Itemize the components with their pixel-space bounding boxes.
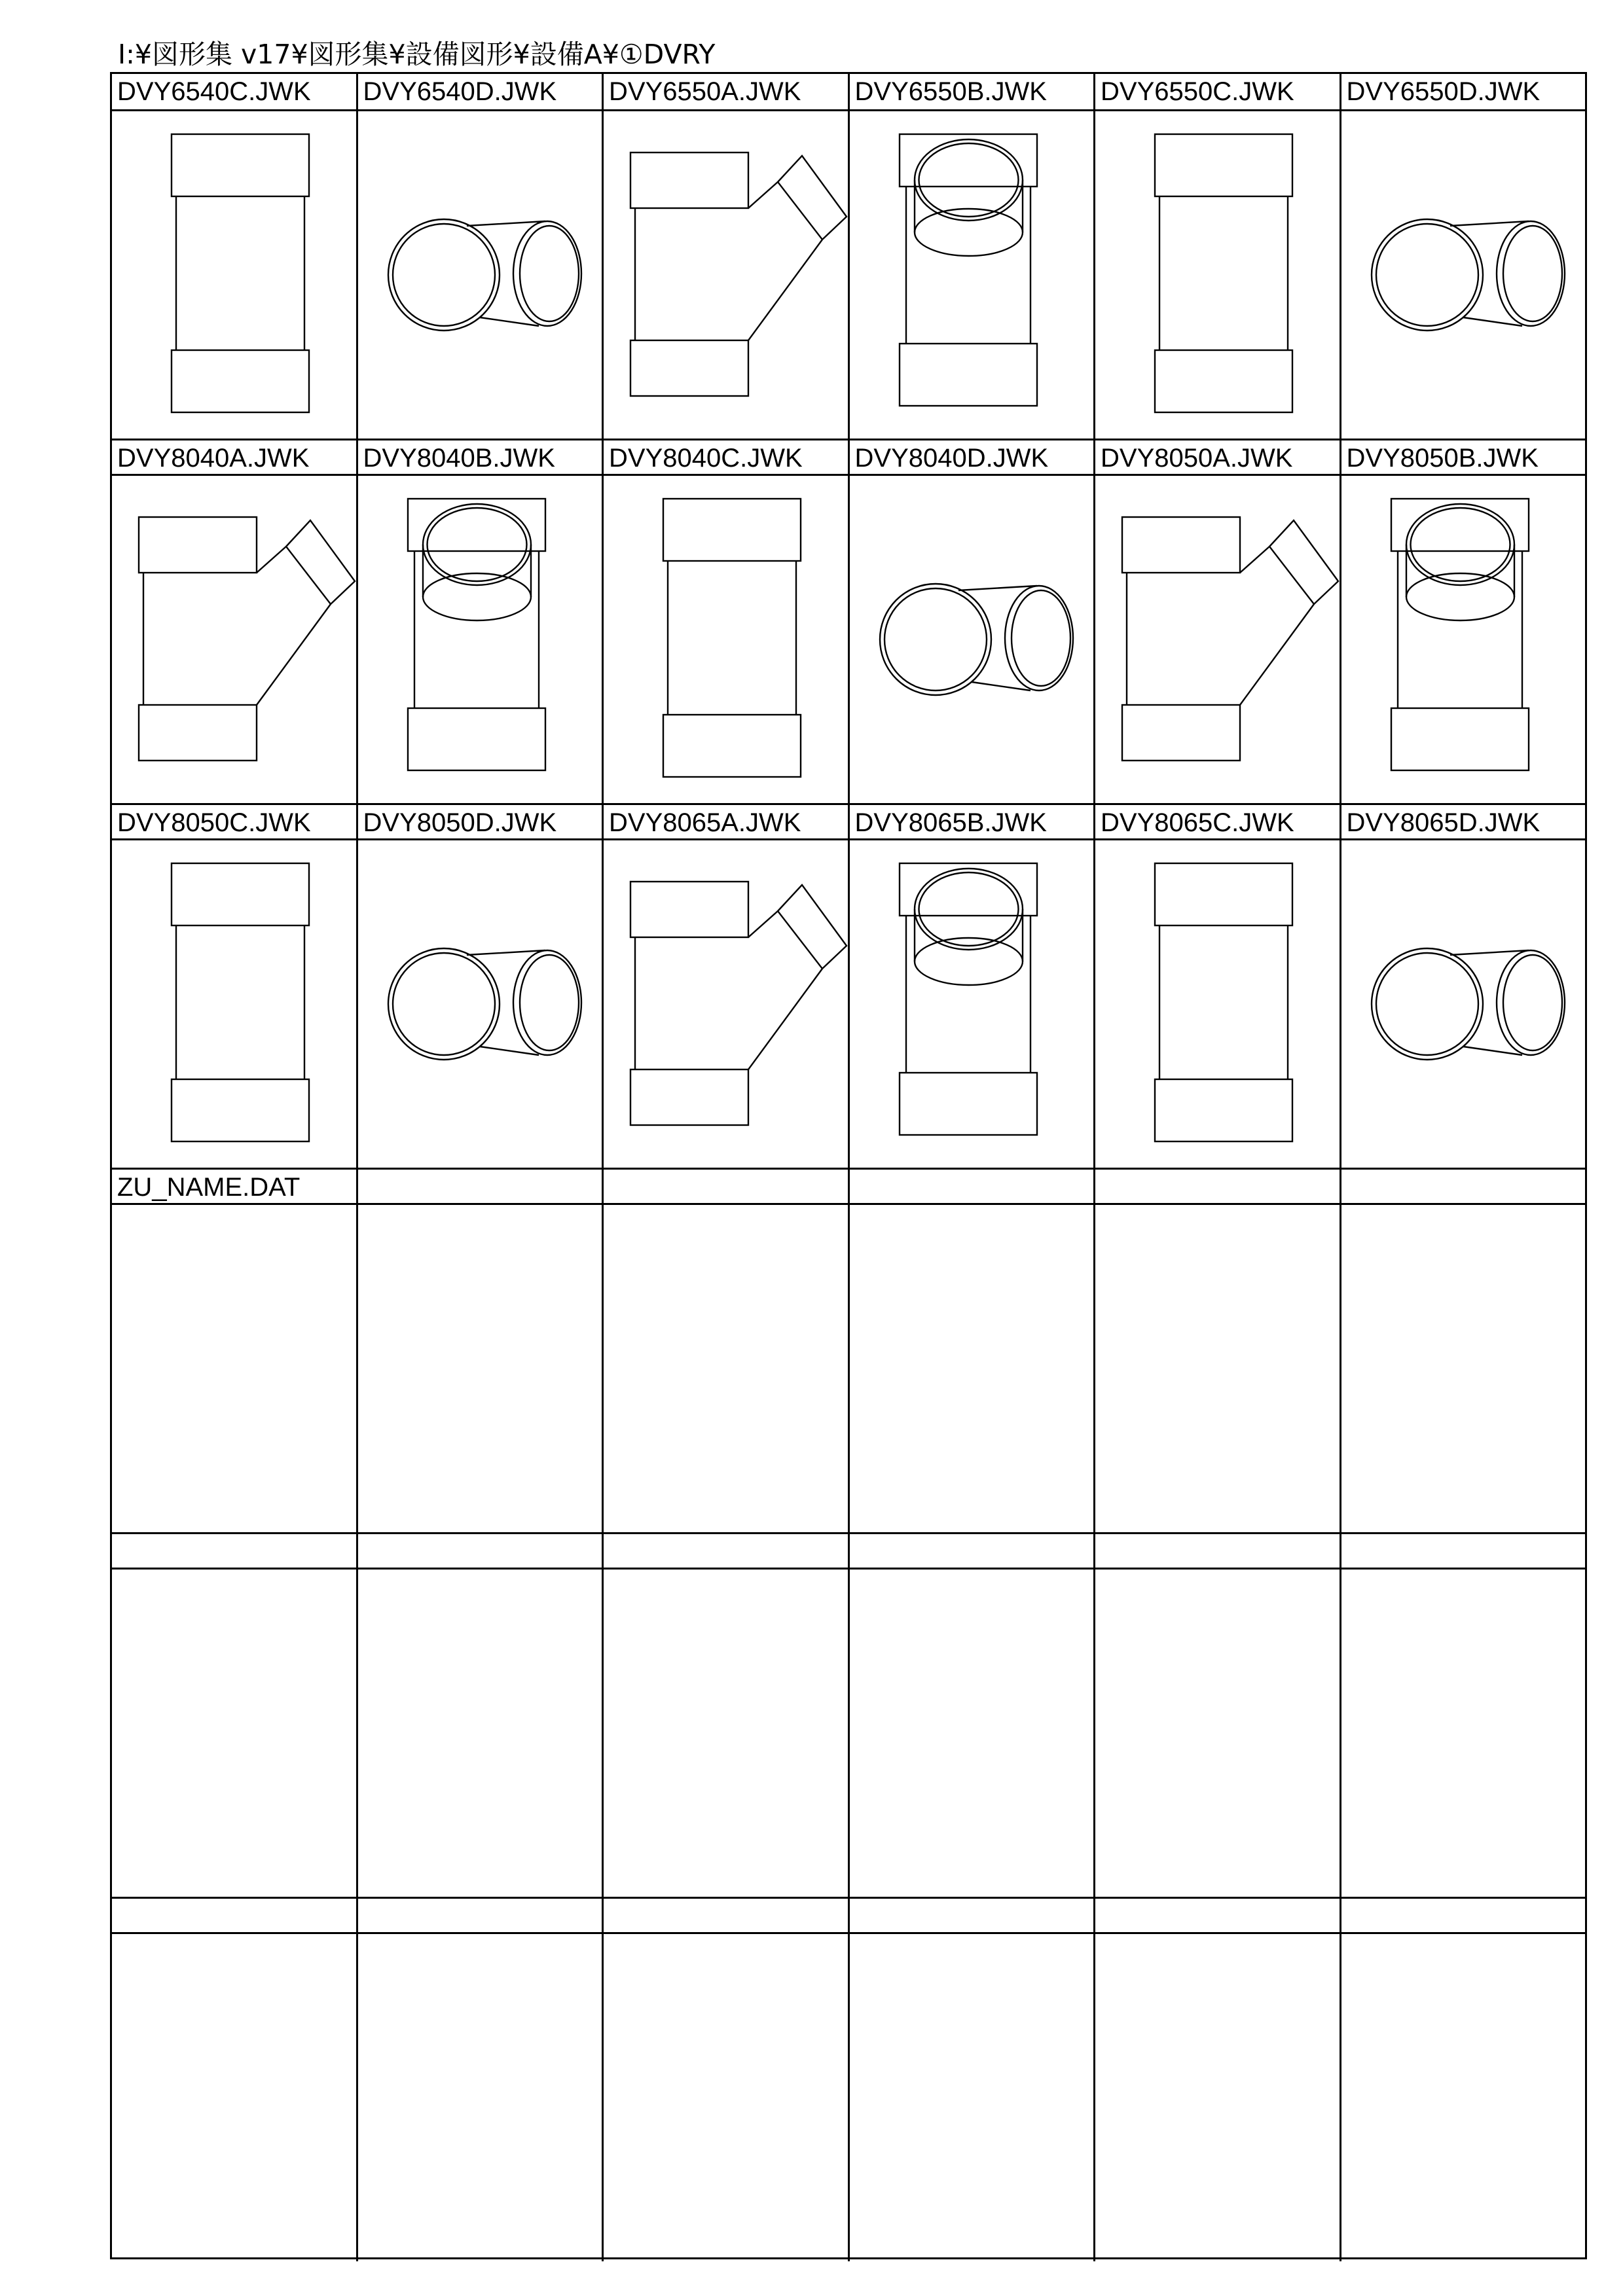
fitting-drawing-cell (1341, 840, 1586, 1168)
empty-drawing-cell (850, 1570, 1096, 1897)
drawing-row (112, 1570, 1585, 1897)
filename-label: DVY6550C.JWK (1095, 74, 1341, 109)
empty-drawing-cell (1341, 1934, 1586, 2261)
filename-label: DVY8065B.JWK (850, 805, 1096, 838)
filename-label (1341, 1899, 1586, 1932)
filename-label (1095, 1899, 1341, 1932)
filename-label (358, 1899, 604, 1932)
tee-drawing (850, 844, 1093, 1164)
catalog-row (112, 803, 1585, 1168)
filename-label (1095, 1170, 1341, 1203)
filename-label (1095, 1534, 1341, 1568)
catalog-row (112, 1897, 1585, 2261)
empty-drawing-cell (1095, 1934, 1341, 2261)
fitting-drawing-cell (1095, 111, 1341, 439)
catalog-row (112, 439, 1585, 803)
filename-label (850, 1899, 1096, 1932)
catalog-row (112, 74, 1585, 439)
filename-label: DVY6550D.JWK (1346, 77, 1541, 106)
empty-drawing-cell (1341, 1570, 1586, 1897)
fitting-drawing-cell (1095, 840, 1341, 1168)
empty-drawing-cell (358, 1205, 604, 1532)
empty-drawing-cell (604, 1570, 850, 1897)
empty-drawing-cell (112, 1570, 358, 1897)
empty-drawing-cell (112, 1934, 358, 2261)
filename-label (358, 1534, 604, 1568)
drawing-row (112, 1934, 1585, 2261)
filename-label: DVY8065C.JWK (1095, 805, 1341, 838)
y-branch-drawing (604, 844, 847, 1164)
straight-sleeve-drawing (113, 115, 355, 435)
y-branch-drawing (1096, 479, 1338, 800)
catalog-row (112, 1532, 1585, 1897)
empty-drawing-cell (604, 1205, 850, 1532)
filename-label (850, 1534, 1096, 1568)
filename-label (850, 1170, 1096, 1203)
y-branch-drawing (604, 115, 847, 435)
empty-drawing-cell (1341, 1205, 1586, 1532)
filename-label: DVY8040D.JWK (850, 440, 1096, 474)
filename-label: DVY8065D.JWK (1346, 808, 1541, 837)
filename-label (1341, 1170, 1586, 1203)
fitting-drawing-cell (604, 476, 850, 803)
straight-sleeve-drawing (113, 844, 355, 1164)
filename-row (112, 1897, 1585, 1934)
fitting-drawing-cell (112, 840, 358, 1168)
filename-label: DVY6540C.JWK (112, 74, 358, 109)
empty-drawing-cell (850, 1934, 1096, 2261)
empty-drawing-cell (112, 1205, 358, 1532)
fitting-drawing-cell (604, 111, 850, 439)
drawing-row (112, 1205, 1585, 1532)
filename-label: DVY8050A.JWK (1095, 440, 1341, 474)
filename-row (112, 439, 1585, 476)
fitting-drawing-cell (850, 476, 1096, 803)
empty-drawing-cell (1095, 1570, 1341, 1897)
fitting-drawing-cell (112, 476, 358, 803)
tee-drawing (1342, 479, 1584, 800)
drawing-row (112, 476, 1585, 803)
end-view-drawing (359, 115, 601, 435)
fitting-drawing-cell (850, 111, 1096, 439)
empty-drawing-cell (604, 1934, 850, 2261)
empty-drawing-cell (850, 1205, 1096, 1532)
end-view-drawing (1342, 844, 1584, 1164)
end-view-drawing (359, 844, 601, 1164)
filename-label: DVY6550B.JWK (850, 74, 1096, 109)
filename-label: DVY8050B.JWK (1346, 444, 1539, 473)
drawing-row (112, 111, 1585, 439)
filename-row (112, 74, 1585, 111)
filename-label: DVY8050D.JWK (358, 805, 604, 838)
end-view-drawing (850, 479, 1093, 800)
filename-row (112, 803, 1585, 840)
empty-drawing-cell (1095, 1205, 1341, 1532)
page-header-path: I:¥図形集 v17¥図形集¥設備図形¥設備A¥①DVRY (118, 39, 716, 70)
filename-label: DVY8040C.JWK (604, 440, 850, 474)
filename-label: DVY8040B.JWK (358, 440, 604, 474)
drawing-catalog-grid (110, 72, 1587, 2259)
filename-label (112, 1534, 358, 1568)
fitting-drawing-cell (358, 476, 604, 803)
filename-label: DVY8065A.JWK (604, 805, 850, 838)
tee-drawing (359, 479, 601, 800)
fitting-drawing-cell (850, 840, 1096, 1168)
filename-label (604, 1534, 850, 1568)
filename-label (1341, 1534, 1586, 1568)
straight-sleeve-drawing (604, 479, 847, 800)
filename-label: DVY8050C.JWK (112, 805, 358, 838)
fitting-drawing-cell (1095, 476, 1341, 803)
y-branch-drawing (113, 479, 355, 800)
filename-label: ZU_NAME.DAT (112, 1170, 358, 1203)
empty-drawing-cell (358, 1934, 604, 2261)
fitting-drawing-cell (358, 840, 604, 1168)
filename-label (112, 1899, 358, 1932)
straight-sleeve-drawing (1096, 844, 1338, 1164)
filename-label: DVY8040A.JWK (112, 440, 358, 474)
fitting-drawing-cell (1341, 111, 1586, 439)
filename-label: DVY6540D.JWK (358, 74, 604, 109)
fitting-drawing-cell (604, 840, 850, 1168)
catalog-row (112, 1168, 1585, 1532)
filename-label (358, 1170, 604, 1203)
filename-label (604, 1170, 850, 1203)
filename-row (112, 1532, 1585, 1570)
filename-label: DVY6550A.JWK (604, 74, 850, 109)
fitting-drawing-cell (112, 111, 358, 439)
straight-sleeve-drawing (1096, 115, 1338, 435)
fitting-drawing-cell (358, 111, 604, 439)
filename-label (604, 1899, 850, 1932)
tee-drawing (850, 115, 1093, 435)
end-view-drawing (1342, 115, 1584, 435)
drawing-row (112, 840, 1585, 1168)
filename-row (112, 1168, 1585, 1205)
empty-drawing-cell (358, 1570, 604, 1897)
fitting-drawing-cell (1341, 476, 1586, 803)
